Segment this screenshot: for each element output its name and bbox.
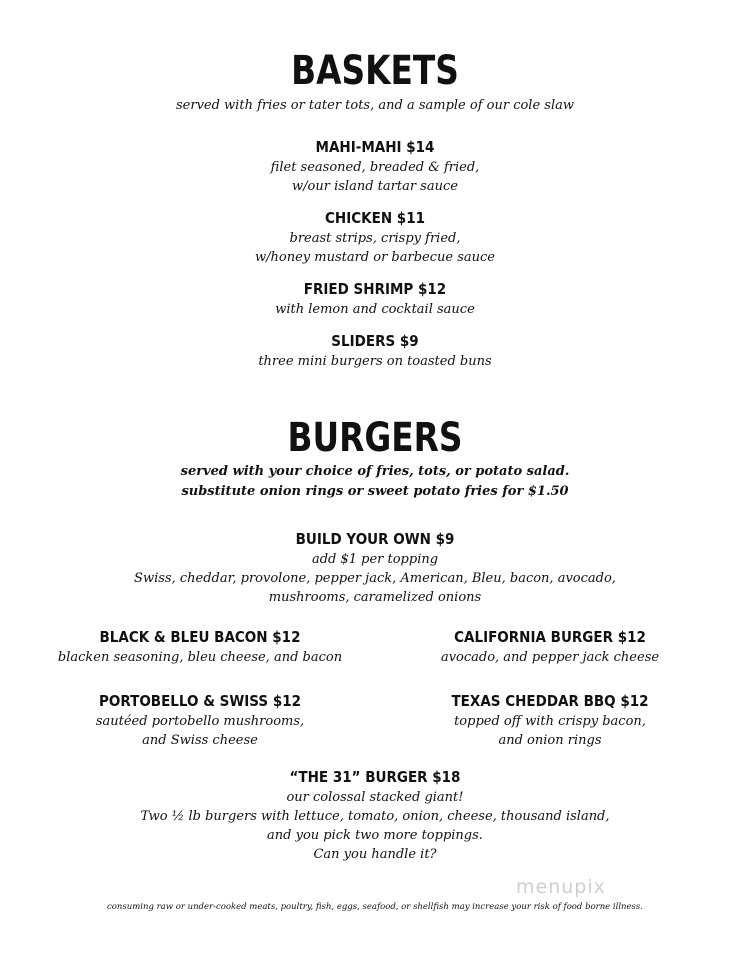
item-fried-shrimp-desc: with lemon and cocktail sauce [275,302,475,317]
item-sliders-desc: three mini burgers on toasted buns [258,354,492,369]
item-sliders-name: SLIDERS $9 [331,332,419,350]
burgers-subtitle-2: substitute onion rings or sweet potato fries for $1.50 [181,484,569,499]
item-chicken-desc-2: w/honey mustard or barbecue sauce [255,250,495,265]
burgers-title: BURGERS [287,415,463,461]
item-mahi-mahi-name: MAHI-MAHI $14 [315,138,435,156]
item-portobello-name: PORTOBELLO & SWISS $12 [98,692,302,710]
item-black-bleu-desc: blacken seasoning, bleu cheese, and bacon [57,650,343,665]
item-texas-cheddar-desc-2: and onion rings [498,733,602,748]
item-build-your-own-desc-2: Swiss, cheddar, provolone, pepper jack, American, Bleu, bacon, avocado, [134,571,616,586]
item-the-31-name: “THE 31” BURGER $18 [289,768,461,786]
baskets-title: BASKETS [291,48,459,94]
item-california-name: CALIFORNIA BURGER $12 [454,628,646,646]
item-california-desc: avocado, and pepper jack cheese [440,650,660,665]
baskets-subtitle: served with fries or tater tots, and a sample of our cole slaw [175,98,575,113]
food-safety-disclaimer: consuming raw or under-cooked meats, poultry, fish, eggs, seafood, or shellfish may increase your risk of food borne illness. [107,902,643,912]
item-black-bleu-name: BLACK & BLEU BACON $12 [99,628,301,646]
item-build-your-own-name: BUILD YOUR OWN $9 [295,530,455,548]
item-mahi-mahi-desc-2: w/our island tartar sauce [292,179,458,194]
item-the-31-desc-3: and you pick two more toppings. [267,828,483,843]
item-the-31-desc-1: our colossal stacked giant! [286,790,464,805]
burgers-subtitle-1: served with your choice of fries, tots, or potato salad. [180,464,570,479]
item-build-your-own-desc-3: mushrooms, caramelized onions [268,590,482,605]
item-fried-shrimp-name: FRIED SHRIMP $12 [303,280,447,298]
item-portobello-desc-1: sautéed portobello mushrooms, [95,714,305,729]
item-the-31-desc-2: Two ½ lb burgers with lettuce, tomato, onion, cheese, thousand island, [140,809,610,824]
item-mahi-mahi-desc-1: filet seasoned, breaded & fried, [270,160,480,175]
item-texas-cheddar-desc-1: topped off with crispy bacon, [454,714,646,729]
item-texas-cheddar-name: TEXAS CHEDDAR BBQ $12 [451,692,649,710]
item-the-31-desc-4: Can you handle it? [313,847,437,862]
menupix-watermark: menupix [516,876,606,898]
item-build-your-own-desc-1: add $1 per topping [311,552,439,567]
item-portobello-desc-2: and Swiss cheese [142,733,258,748]
item-chicken-desc-1: breast strips, crispy fried, [289,231,461,246]
item-chicken-name: CHICKEN $11 [324,209,425,227]
